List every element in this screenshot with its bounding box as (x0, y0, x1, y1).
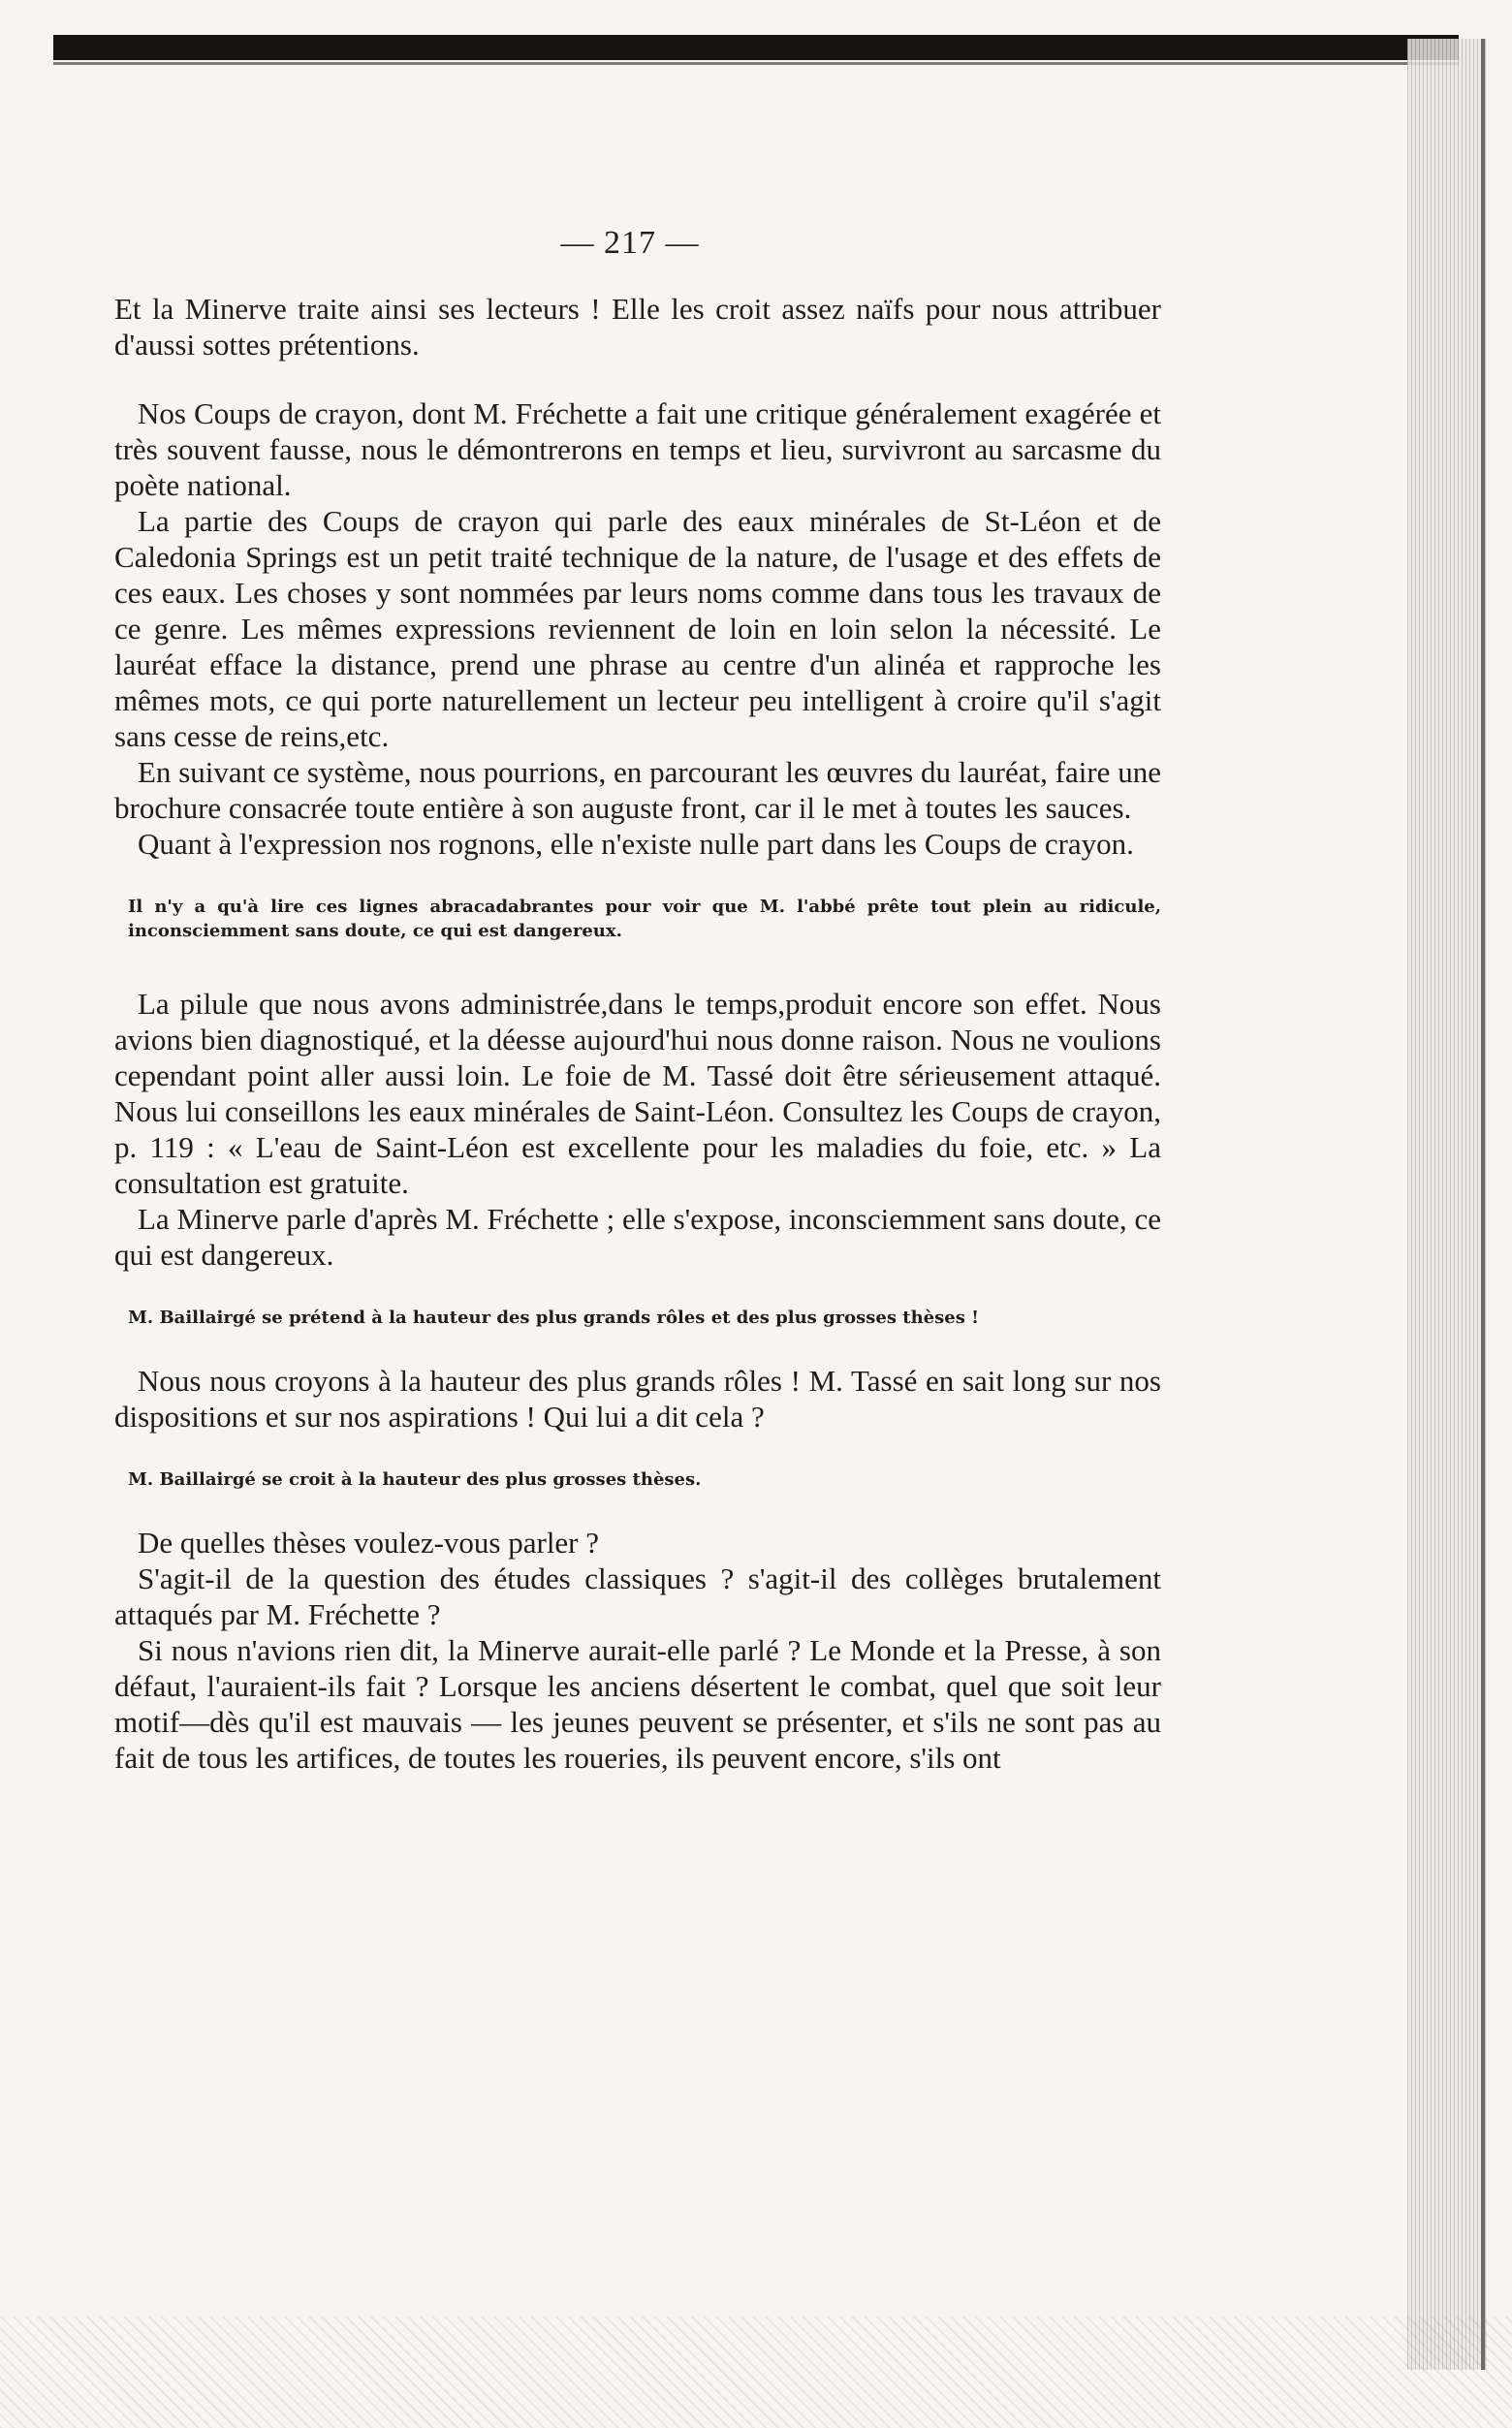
paragraph-1: Et la Minerve traite ainsi ses lecteurs ! Elle les croit assez naïfs pour nous attribuer d'aussi sottes prétentions. (114, 292, 1161, 362)
paragraph-9: De quelles thèses voulez-vous parler ? (138, 1526, 600, 1560)
paragraph-11: Si nous n'avions rien dit, la Minerve aurait-elle parlé ? Le Monde et la Presse, à son défaut, l'auraient-ils fait ? Lorsque les anciens désertent le combat, quel que soit leur motif—dès qu'il est mauvais — les jeunes peuvent se présenter, et s'ils ne sont pas au fait de tous les artifices, de toutes les roueries, ils peuvent encore, s'ils ont (114, 1633, 1161, 1775)
binding-gutter (1407, 39, 1487, 2370)
quote-heading-1: Il n'y a qu'à lire ces lignes abracadabrantes pour voir que M. l'abbé prête tout plein au ridicule, inconsciemment sans doute, ce qui est dangereux. (128, 897, 1161, 941)
text-column (114, 291, 1161, 1776)
quote-heading-3: M. Baillairgé se croit à la hauteur des plus grosses thèses. (128, 1469, 702, 1490)
paragraph-3: La partie des Coups de crayon qui parle des eaux minérales de St-Léon et de Caledonia Springs est un petit traité technique de la nature, de l'usage et des effets de ces eaux. Les choses y sont nommées par leurs noms comme dans tous les travaux de ce genre. Les mêmes expressions reviennent de loin en loin selon la nécessité. Le lauréat efface la distance, prend une phrase au centre d'un alinéa et rapproche les mêmes mots, ce qui porte naturellement un lecteur peu intelligent à croire qu'il s'agit sans cesse de reins,etc. (114, 504, 1161, 753)
top-scan-line (53, 62, 1459, 65)
paragraph-8: Nous nous croyons à la hauteur des plus grands rôles ! M. Tassé en sait long sur nos dispositions et sur nos aspirations ! Qui lui a dit cela ? (114, 1364, 1161, 1434)
paragraph-6: La pilule que nous avons administrée,dans le temps,produit encore son effet. Nous avions bien diagnostiqué, et la déesse aujourd'hui nous donne raison. Nous ne voulions cependant point aller aussi loin. Le foie de M. Tassé doit être sérieusement attaqué. Nous lui conseillons les eaux minérales de Saint-Léon. Consultez les Coups de crayon, p. 119 : « L'eau de Saint-Léon est excellente pour les maladies du foie, etc. » La consultation est gratuite. (114, 987, 1161, 1200)
binding-edge (1481, 39, 1485, 2370)
top-scan-bar (53, 35, 1459, 60)
paragraph-2: Nos Coups de crayon, dont M. Fréchette a fait une critique généralement exagérée et très souvent fausse, nous le démontrerons en temps et lieu, survivront au sarcasme du poète national. (114, 396, 1161, 502)
paragraph-5: Quant à l'expression nos rognons, elle n'existe nulle part dans les Coups de crayon. (138, 827, 1134, 861)
paragraph-4: En suivant ce système, nous pourrions, en parcourant les œuvres du lauréat, faire une brochure consacrée toute entière à son auguste front, car il le met à toutes les sauces. (114, 755, 1161, 825)
paragraph-7: La Minerve parle d'après M. Fréchette ; elle s'expose, inconsciemment sans doute, ce qui est dangereux. (114, 1202, 1161, 1272)
quote-heading-2: M. Baillairgé se prétend à la hauteur des plus grands rôles et des plus grosses thèses ! (128, 1308, 980, 1328)
scan-noise (0, 2317, 1512, 2428)
paragraph-10: S'agit-il de la question des études classiques ? s'agit-il des collèges brutalement attaqués par M. Fréchette ? (114, 1561, 1161, 1631)
page-number: — 217 — (560, 225, 700, 261)
